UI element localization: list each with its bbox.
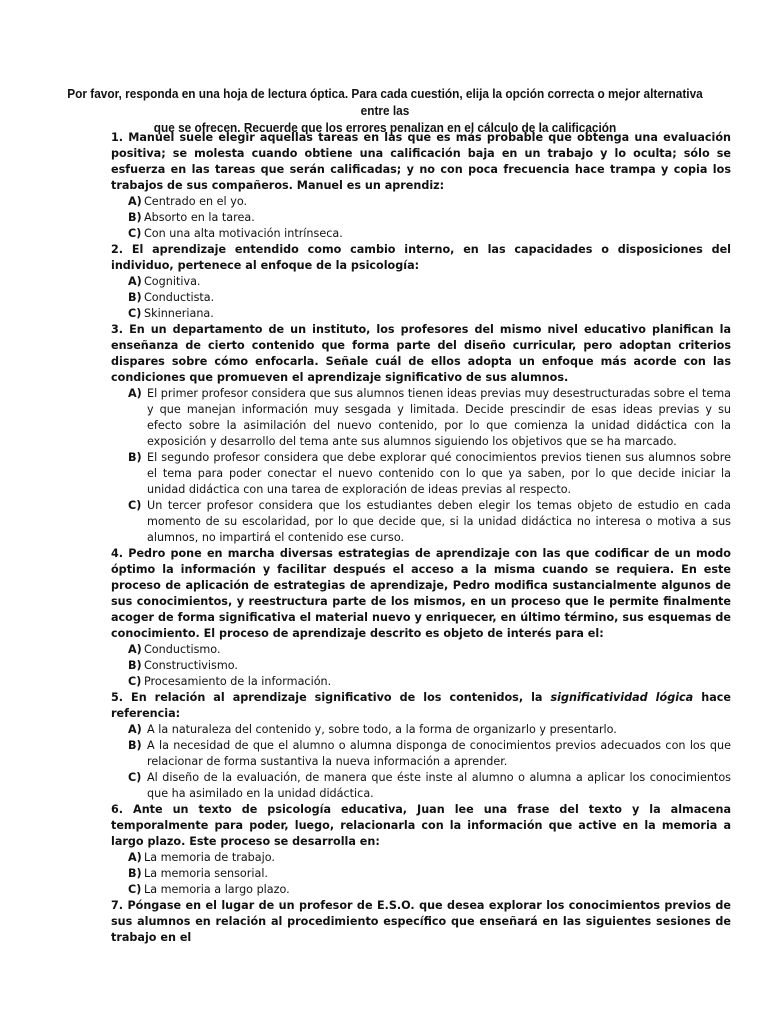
option-a: [111, 850, 731, 866]
option-text: Un tercer profesor considera que los estudiantes deben elegir los temas objeto de estudio en cada momento de su escolaridad, por lo que decide que, si la unidad didáctica no interesa o motiva a sus alumnos, no impartirá el contenido ese curso.: [147, 499, 731, 544]
option-letter: B): [128, 867, 142, 880]
question-stem: 1. Manuel suele elegir aquellas tareas en las que es más probable que obtenga una evaluación positiva; se molesta cuando obtiene una calificación baja en un trabajo y lo oculta; sólo se esfuerza en las tareas que serán calificadas; y no con poca frecuencia hace trampa y copia los trabajos de sus compañeros. Manuel es un aprendiz:: [111, 131, 731, 192]
option-letter: A): [128, 387, 142, 400]
option-text: Conductismo.: [144, 643, 221, 656]
option-letter: B): [128, 211, 142, 224]
option-text: Procesamiento de la información.: [144, 675, 332, 688]
option-letter: B): [128, 739, 142, 752]
option-b: [111, 866, 731, 882]
instructions-line-2: que se ofrecen. Recuerde que los errores penalizan en el cálculo de la calificación: [153, 121, 617, 135]
option-letter: A): [128, 851, 142, 864]
option-text: Conductista.: [144, 291, 215, 304]
question-5: [111, 690, 731, 802]
option-letter: A): [128, 275, 142, 288]
question-stem: [111, 690, 731, 722]
question-7: [111, 898, 731, 946]
option-text: Al diseño de la evaluación, de manera que éste inste al alumno o alumna a aplicar los conocimientos que ha asimilado en la unidad didáctica.: [147, 771, 731, 800]
question-stem: 2. El aprendizaje entendido como cambio interno, en las capacidades o disposiciones del individuo, pertenece al enfoque de la psicología:: [111, 243, 731, 272]
question-1: [111, 130, 731, 242]
option-letter: A): [128, 643, 142, 656]
option-a: [111, 642, 731, 658]
option-letter: C): [128, 771, 142, 784]
question-stem-end: hace referencia:: [111, 691, 731, 720]
option-a: [111, 722, 731, 738]
question-stem: 6. Ante un texto de psicología educativa, Juan lee una frase del texto y la almacena temporalmente para poder, luego, relacionarla con la información que active en la memoria a largo plazo. Este proceso se desarrolla en:: [111, 803, 731, 848]
option-b: [111, 450, 731, 498]
option-text: Skinneriana.: [144, 307, 214, 320]
option-letter: C): [128, 675, 142, 688]
option-text: A la naturaleza del contenido y, sobre todo, a la forma de organizarlo y presentarlo.: [147, 723, 617, 736]
option-text: Con una alta motivación intrínseca.: [144, 227, 343, 240]
option-letter: B): [128, 291, 142, 304]
option-a: [111, 274, 731, 290]
option-a: [111, 194, 731, 210]
option-c: [111, 226, 731, 242]
option-text: La memoria a largo plazo.: [144, 883, 290, 896]
option-b: [111, 738, 731, 770]
option-letter: C): [128, 227, 142, 240]
question-6: [111, 802, 731, 898]
option-letter: C): [128, 883, 142, 896]
question-stem-start: 5. En relación al aprendizaje significativo de los contenidos, la: [111, 691, 551, 704]
option-c: [111, 498, 731, 546]
option-text: Cognitiva.: [144, 275, 201, 288]
question-list: [111, 130, 731, 946]
question-stem: 7. Póngase en el lugar de un profesor de E.S.O. que desea explorar los conocimientos previos de sus alumnos en relación al procedimiento específico que enseñará en las siguientes sesiones de trabajo en el: [111, 899, 731, 944]
option-c: [111, 674, 731, 690]
question-stem: 3. En un departamento de un instituto, los profesores del mismo nivel educativo planifican la enseñanza de cierto contenido que forma parte del diseño curricular, pero adoptan criterios dispares sobre cómo enfocarla. Señale cuál de ellos adopta un enfoque más acorde con las condiciones que promueven el aprendizaje significativo de sus alumnos.: [111, 323, 731, 384]
option-text: El segundo profesor considera que debe explorar qué conocimientos previos tienen sus alumnos sobre el tema para poder conectar el nuevo contenido con lo que ya saben, por lo que decide iniciar la unidad didáctica con una tarea de exploración de ideas previas al respecto.: [147, 451, 731, 496]
question-4: [111, 546, 731, 690]
option-c: [111, 306, 731, 322]
option-text: Absorto en la tarea.: [144, 211, 255, 224]
option-text: La memoria de trabajo.: [144, 851, 275, 864]
question-2: [111, 242, 731, 322]
option-c: [111, 770, 731, 802]
option-text: Constructivismo.: [144, 659, 238, 672]
option-letter: C): [128, 307, 142, 320]
option-text: El primer profesor considera que sus alumnos tienen ideas previas muy desestructuradas sobre el tema y que manejan información muy sesgada y limitada. Decide prescindir de esas ideas previas y su efecto sobre la asimilación del nuevo contenido, por lo que comienza la unidad didáctica con la exposición y desarrollo del tema ante sus alumnos siguiendo los objetivos que se ha marcado.: [147, 387, 731, 448]
instructions-line-1: Por favor, responda en una hoja de lectura óptica. Para cada cuestión, elija la opción correcta o mejor alternativa entre las: [67, 87, 703, 118]
question-stem-italic-term: significatividad lógica: [550, 691, 694, 704]
question-3: [111, 322, 731, 546]
option-text: A la necesidad de que el alumno o alumna disponga de conocimientos previos adecuados con los que relacionar de forma sustantiva la nueva información a aprender.: [147, 739, 731, 768]
question-stem: 4. Pedro pone en marcha diversas estrategias de aprendizaje con las que codificar de un modo óptimo la información y facilitar después el acceso a la misma cuando se requiera. En este proceso de aplicación de estrategias de aprendizaje, Pedro modifica sustancialmente algunos de sus conocimientos, y reestructura parte de los mismos, en un proceso que le permite finalmente acoger de forma significativa el material nuevo y enriquecer, en último término, sus esquemas de conocimiento. El proceso de aprendizaje descrito es objeto de interés para el:: [111, 547, 731, 640]
option-c: [111, 882, 731, 898]
option-letter: B): [128, 659, 142, 672]
option-b: [111, 658, 731, 674]
option-text: Centrado en el yo.: [144, 195, 248, 208]
option-letter: A): [128, 195, 142, 208]
option-b: [111, 210, 731, 226]
option-text: La memoria sensorial.: [144, 867, 268, 880]
option-letter: A): [128, 723, 142, 736]
option-letter: C): [128, 499, 142, 512]
option-b: [111, 290, 731, 306]
option-a: [111, 386, 731, 450]
option-letter: B): [128, 451, 142, 464]
